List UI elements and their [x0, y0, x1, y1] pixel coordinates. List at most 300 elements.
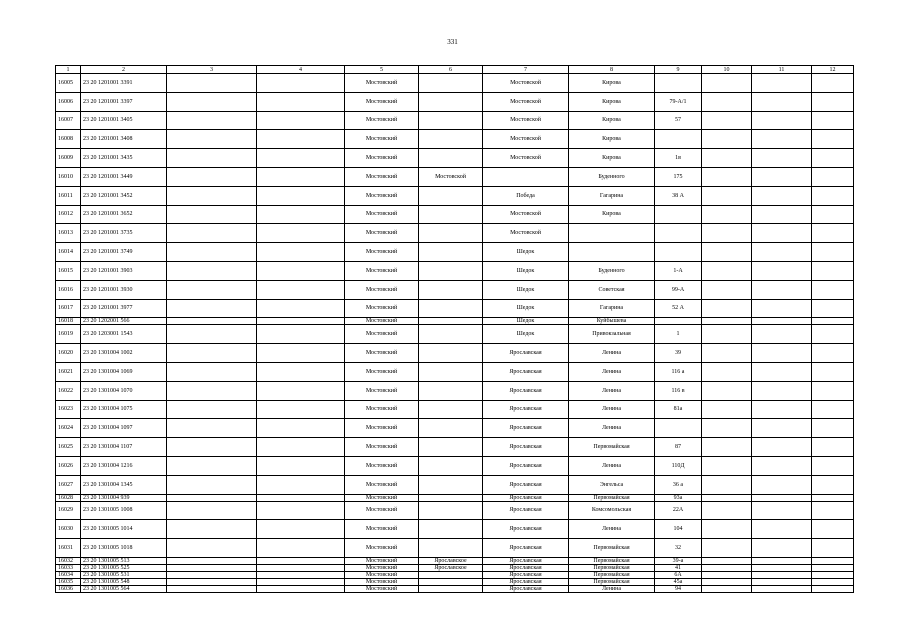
col-11-cell — [752, 111, 812, 130]
record-number-cell: 16017 — [56, 299, 81, 318]
register-body — [56, 74, 854, 593]
col-12-cell — [812, 585, 854, 592]
col-4-cell — [257, 578, 345, 585]
cadastral-number-cell: 23 20 1201001 3435 — [81, 149, 167, 168]
cadastral-number-cell: 23 20 1301004 1216 — [81, 456, 167, 475]
col-10-cell — [702, 299, 752, 318]
house-number-cell: 104 — [655, 520, 702, 539]
district-cell: Мостовский — [345, 419, 419, 438]
record-number-cell: 16005 — [56, 74, 81, 93]
settlement-cell — [419, 494, 483, 501]
locality-cell: Ярославская — [483, 494, 569, 501]
col-12-cell — [812, 92, 854, 111]
house-number-cell: 1 — [655, 325, 702, 344]
record-number-cell: 16006 — [56, 92, 81, 111]
col-4-cell — [257, 325, 345, 344]
house-number-cell: 57 — [655, 111, 702, 130]
cadastral-number-cell: 23 20 1201001 3749 — [81, 243, 167, 262]
col-10-cell — [702, 224, 752, 243]
district-cell: Мостовский — [345, 362, 419, 381]
street-cell: Кирова — [569, 205, 655, 224]
col-11-cell — [752, 419, 812, 438]
house-number-cell: 94 — [655, 585, 702, 592]
page-number: 331 — [447, 38, 458, 46]
col-10-cell — [702, 362, 752, 381]
col-4-cell — [257, 224, 345, 243]
settlement-cell — [419, 224, 483, 243]
col-3-cell — [167, 520, 257, 539]
record-number-cell: 16009 — [56, 149, 81, 168]
col-12-cell — [812, 261, 854, 280]
district-cell: Мостовский — [345, 520, 419, 539]
col-10-cell — [702, 111, 752, 130]
col-11-cell — [752, 539, 812, 558]
table-row — [56, 400, 854, 419]
street-cell: Привокзальная — [569, 325, 655, 344]
table-row — [56, 74, 854, 93]
col-3-cell — [167, 400, 257, 419]
settlement-cell — [419, 149, 483, 168]
house-number-cell: 81а — [655, 400, 702, 419]
column-header: 12 — [812, 66, 854, 74]
locality-cell: Шедок — [483, 325, 569, 344]
settlement-cell — [419, 362, 483, 381]
column-header: 11 — [752, 66, 812, 74]
col-10-cell — [702, 318, 752, 325]
col-10-cell — [702, 261, 752, 280]
locality-cell — [483, 167, 569, 186]
district-cell: Мостовский — [345, 149, 419, 168]
district-cell: Мостовский — [345, 167, 419, 186]
col-11-cell — [752, 438, 812, 457]
table-row — [56, 344, 854, 363]
record-number-cell: 16036 — [56, 585, 81, 592]
street-cell: Ленина — [569, 419, 655, 438]
col-12-cell — [812, 400, 854, 419]
house-number-cell: 22А — [655, 501, 702, 520]
col-10-cell — [702, 205, 752, 224]
locality-cell: Шедок — [483, 261, 569, 280]
col-12-cell — [812, 224, 854, 243]
col-11-cell — [752, 280, 812, 299]
col-3-cell — [167, 578, 257, 585]
record-number-cell: 16014 — [56, 243, 81, 262]
locality-cell: Мостовской — [483, 130, 569, 149]
col-10-cell — [702, 130, 752, 149]
col-10-cell — [702, 475, 752, 494]
col-4-cell — [257, 362, 345, 381]
col-12-cell — [812, 243, 854, 262]
locality-cell: Мостовской — [483, 149, 569, 168]
locality-cell: Шедок — [483, 243, 569, 262]
col-3-cell — [167, 318, 257, 325]
record-number-cell: 16012 — [56, 205, 81, 224]
district-cell: Мостовский — [345, 571, 419, 578]
locality-cell: Мостовской — [483, 92, 569, 111]
settlement-cell — [419, 501, 483, 520]
street-cell: Кирова — [569, 111, 655, 130]
col-3-cell — [167, 539, 257, 558]
col-4-cell — [257, 186, 345, 205]
street-cell: Ленина — [569, 400, 655, 419]
col-11-cell — [752, 381, 812, 400]
col-3-cell — [167, 438, 257, 457]
col-10-cell — [702, 494, 752, 501]
cadastral-number-cell: 23 20 1301004 1097 — [81, 419, 167, 438]
column-header: 6 — [419, 66, 483, 74]
record-number-cell: 16018 — [56, 318, 81, 325]
col-11-cell — [752, 243, 812, 262]
col-12-cell — [812, 318, 854, 325]
col-11-cell — [752, 475, 812, 494]
street-cell: Кирова — [569, 130, 655, 149]
col-11-cell — [752, 456, 812, 475]
street-cell: Куйбышева — [569, 318, 655, 325]
col-3-cell — [167, 280, 257, 299]
col-11-cell — [752, 362, 812, 381]
street-cell: Ленина — [569, 344, 655, 363]
record-number-cell: 16020 — [56, 344, 81, 363]
col-12-cell — [812, 167, 854, 186]
column-header: 1 — [56, 66, 81, 74]
settlement-cell — [419, 74, 483, 93]
house-number-cell: 116 в — [655, 381, 702, 400]
locality-cell: Мостовской — [483, 111, 569, 130]
col-12-cell — [812, 438, 854, 457]
house-number-cell — [655, 74, 702, 93]
locality-cell: Ярославская — [483, 438, 569, 457]
house-number-cell — [655, 130, 702, 149]
street-cell: Ленина — [569, 381, 655, 400]
district-cell: Мостовский — [345, 92, 419, 111]
district-cell: Мостовский — [345, 261, 419, 280]
record-number-cell: 16022 — [56, 381, 81, 400]
record-number-cell: 16030 — [56, 520, 81, 539]
street-cell: Ленина — [569, 362, 655, 381]
cadastral-number-cell: 23 20 1301005 1014 — [81, 520, 167, 539]
settlement-cell — [419, 344, 483, 363]
col-10-cell — [702, 456, 752, 475]
cadastral-number-cell: 23 20 1301004 1345 — [81, 475, 167, 494]
column-header: 10 — [702, 66, 752, 74]
table-row — [56, 130, 854, 149]
col-4-cell — [257, 243, 345, 262]
col-4-cell — [257, 571, 345, 578]
col-10-cell — [702, 92, 752, 111]
col-3-cell — [167, 571, 257, 578]
cadastral-number-cell: 23 20 1201001 3735 — [81, 224, 167, 243]
locality-cell: Шедок — [483, 280, 569, 299]
col-4-cell — [257, 74, 345, 93]
house-number-cell: 32 — [655, 539, 702, 558]
col-12-cell — [812, 578, 854, 585]
district-cell: Мостовский — [345, 564, 419, 571]
house-number-cell: 1-А — [655, 261, 702, 280]
col-3-cell — [167, 167, 257, 186]
col-4-cell — [257, 419, 345, 438]
col-12-cell — [812, 130, 854, 149]
col-12-cell — [812, 539, 854, 558]
street-cell: Ленина — [569, 520, 655, 539]
street-cell: Энгельса — [569, 475, 655, 494]
col-12-cell — [812, 205, 854, 224]
col-3-cell — [167, 419, 257, 438]
house-number-cell — [655, 224, 702, 243]
col-10-cell — [702, 400, 752, 419]
cadastral-number-cell: 23 20 1202001 566 — [81, 318, 167, 325]
district-cell: Мостовский — [345, 111, 419, 130]
locality-cell: Ярославская — [483, 520, 569, 539]
col-11-cell — [752, 557, 812, 564]
cadastral-number-cell: 23 20 1201001 3977 — [81, 299, 167, 318]
locality-cell: Мостовской — [483, 74, 569, 93]
house-number-cell: 93а — [655, 494, 702, 501]
district-cell: Мостовский — [345, 501, 419, 520]
col-12-cell — [812, 325, 854, 344]
settlement-cell — [419, 438, 483, 457]
record-number-cell: 16034 — [56, 571, 81, 578]
column-number-row — [56, 66, 854, 74]
col-12-cell — [812, 494, 854, 501]
cadastral-number-cell: 23 20 1301005 564 — [81, 585, 167, 592]
col-4-cell — [257, 456, 345, 475]
street-cell: Первомайская — [569, 438, 655, 457]
table-row — [56, 438, 854, 457]
district-cell: Мостовский — [345, 557, 419, 564]
col-3-cell — [167, 243, 257, 262]
house-number-cell: 52 А — [655, 299, 702, 318]
cadastral-number-cell: 23 20 1301004 939 — [81, 494, 167, 501]
col-4-cell — [257, 299, 345, 318]
col-12-cell — [812, 381, 854, 400]
col-12-cell — [812, 149, 854, 168]
col-4-cell — [257, 564, 345, 571]
locality-cell: Ярославская — [483, 539, 569, 558]
settlement-cell — [419, 299, 483, 318]
col-12-cell — [812, 520, 854, 539]
house-number-cell: 38 А — [655, 186, 702, 205]
district-cell: Мостовский — [345, 243, 419, 262]
col-11-cell — [752, 205, 812, 224]
district-cell: Мостовский — [345, 438, 419, 457]
settlement-cell — [419, 130, 483, 149]
settlement-cell — [419, 205, 483, 224]
register-table — [55, 65, 854, 593]
settlement-cell — [419, 280, 483, 299]
col-3-cell — [167, 92, 257, 111]
record-number-cell: 16024 — [56, 419, 81, 438]
record-number-cell: 16010 — [56, 167, 81, 186]
table-row — [56, 325, 854, 344]
locality-cell: Ярославская — [483, 578, 569, 585]
settlement-cell — [419, 585, 483, 592]
col-10-cell — [702, 564, 752, 571]
street-cell: Гагарина — [569, 186, 655, 205]
cadastral-number-cell: 23 20 1201001 3397 — [81, 92, 167, 111]
district-cell: Мостовский — [345, 456, 419, 475]
table-row — [56, 186, 854, 205]
col-3-cell — [167, 362, 257, 381]
col-12-cell — [812, 74, 854, 93]
locality-cell: Ярославская — [483, 419, 569, 438]
cadastral-number-cell: 23 20 1301005 531 — [81, 571, 167, 578]
col-11-cell — [752, 130, 812, 149]
table-row — [56, 585, 854, 592]
record-number-cell: 16035 — [56, 578, 81, 585]
col-3-cell — [167, 475, 257, 494]
column-header: 9 — [655, 66, 702, 74]
col-10-cell — [702, 419, 752, 438]
house-number-cell: 110Д — [655, 456, 702, 475]
record-number-cell: 16026 — [56, 456, 81, 475]
col-10-cell — [702, 167, 752, 186]
col-3-cell — [167, 585, 257, 592]
cadastral-number-cell: 23 20 1201001 3449 — [81, 167, 167, 186]
settlement-cell — [419, 186, 483, 205]
table-row — [56, 571, 854, 578]
settlement-cell — [419, 111, 483, 130]
settlement-cell — [419, 325, 483, 344]
col-12-cell — [812, 501, 854, 520]
settlement-cell — [419, 243, 483, 262]
district-cell: Мостовский — [345, 381, 419, 400]
district-cell: Мостовский — [345, 539, 419, 558]
col-4-cell — [257, 400, 345, 419]
col-11-cell — [752, 344, 812, 363]
column-header: 3 — [167, 66, 257, 74]
table-row — [56, 381, 854, 400]
settlement-cell: Мостовской — [419, 167, 483, 186]
cadastral-number-cell: 23 20 1301004 1070 — [81, 381, 167, 400]
locality-cell: Ярославская — [483, 400, 569, 419]
col-3-cell — [167, 325, 257, 344]
settlement-cell: Ярославское — [419, 564, 483, 571]
cadastral-number-cell: 23 20 1301004 1002 — [81, 344, 167, 363]
col-10-cell — [702, 243, 752, 262]
record-number-cell: 16027 — [56, 475, 81, 494]
col-12-cell — [812, 280, 854, 299]
cadastral-number-cell: 23 20 1301005 1008 — [81, 501, 167, 520]
settlement-cell — [419, 419, 483, 438]
col-3-cell — [167, 111, 257, 130]
col-12-cell — [812, 362, 854, 381]
locality-cell: Ярославская — [483, 456, 569, 475]
col-12-cell — [812, 571, 854, 578]
col-4-cell — [257, 438, 345, 457]
table-row — [56, 111, 854, 130]
col-3-cell — [167, 130, 257, 149]
street-cell: Комсомольская — [569, 501, 655, 520]
house-number-cell — [655, 318, 702, 325]
table-row — [56, 557, 854, 564]
col-4-cell — [257, 130, 345, 149]
col-10-cell — [702, 149, 752, 168]
record-number-cell: 16033 — [56, 564, 81, 571]
col-3-cell — [167, 564, 257, 571]
street-cell: Первомайская — [569, 557, 655, 564]
house-number-cell: 99-А — [655, 280, 702, 299]
settlement-cell — [419, 475, 483, 494]
col-3-cell — [167, 186, 257, 205]
col-12-cell — [812, 419, 854, 438]
locality-cell: Ярославская — [483, 585, 569, 592]
record-number-cell: 16007 — [56, 111, 81, 130]
col-4-cell — [257, 539, 345, 558]
locality-cell: Ярославская — [483, 362, 569, 381]
street-cell — [569, 243, 655, 262]
col-11-cell — [752, 520, 812, 539]
col-11-cell — [752, 564, 812, 571]
col-11-cell — [752, 325, 812, 344]
col-11-cell — [752, 186, 812, 205]
house-number-cell: 45а — [655, 578, 702, 585]
cadastral-number-cell: 23 20 1201001 3408 — [81, 130, 167, 149]
district-cell: Мостовский — [345, 494, 419, 501]
house-number-cell: 41 — [655, 564, 702, 571]
col-10-cell — [702, 520, 752, 539]
col-12-cell — [812, 456, 854, 475]
col-10-cell — [702, 381, 752, 400]
district-cell: Мостовский — [345, 344, 419, 363]
record-number-cell: 16013 — [56, 224, 81, 243]
col-3-cell — [167, 261, 257, 280]
cadastral-number-cell: 23 20 1201001 3452 — [81, 186, 167, 205]
locality-cell: Победа — [483, 186, 569, 205]
col-12-cell — [812, 344, 854, 363]
house-number-cell: 1в — [655, 149, 702, 168]
table-row — [56, 167, 854, 186]
house-number-cell: 79-А/1 — [655, 92, 702, 111]
cadastral-number-cell: 23 20 1201001 3903 — [81, 261, 167, 280]
col-10-cell — [702, 438, 752, 457]
col-4-cell — [257, 520, 345, 539]
col-11-cell — [752, 299, 812, 318]
street-cell: Первомайская — [569, 564, 655, 571]
house-number-cell — [655, 243, 702, 262]
settlement-cell: Ярославское — [419, 557, 483, 564]
district-cell: Мостовский — [345, 325, 419, 344]
street-cell: Первомайская — [569, 494, 655, 501]
house-number-cell: 175 — [655, 167, 702, 186]
table-row — [56, 456, 854, 475]
district-cell: Мостовский — [345, 205, 419, 224]
col-12-cell — [812, 564, 854, 571]
district-cell: Мостовский — [345, 585, 419, 592]
col-4-cell — [257, 261, 345, 280]
cadastral-number-cell: 23 20 1201001 3930 — [81, 280, 167, 299]
col-11-cell — [752, 149, 812, 168]
settlement-cell — [419, 400, 483, 419]
record-number-cell: 16015 — [56, 261, 81, 280]
column-header: 8 — [569, 66, 655, 74]
house-number-cell: 87 — [655, 438, 702, 457]
col-12-cell — [812, 111, 854, 130]
district-cell: Мостовский — [345, 299, 419, 318]
locality-cell: Ярославская — [483, 501, 569, 520]
col-3-cell — [167, 381, 257, 400]
col-4-cell — [257, 344, 345, 363]
col-4-cell — [257, 167, 345, 186]
house-number-cell: 36 а — [655, 475, 702, 494]
col-11-cell — [752, 261, 812, 280]
street-cell: Буденного — [569, 167, 655, 186]
column-header: 5 — [345, 66, 419, 74]
col-10-cell — [702, 571, 752, 578]
record-number-cell: 16032 — [56, 557, 81, 564]
street-cell: Ленина — [569, 456, 655, 475]
table-row — [56, 501, 854, 520]
district-cell: Мостовский — [345, 400, 419, 419]
